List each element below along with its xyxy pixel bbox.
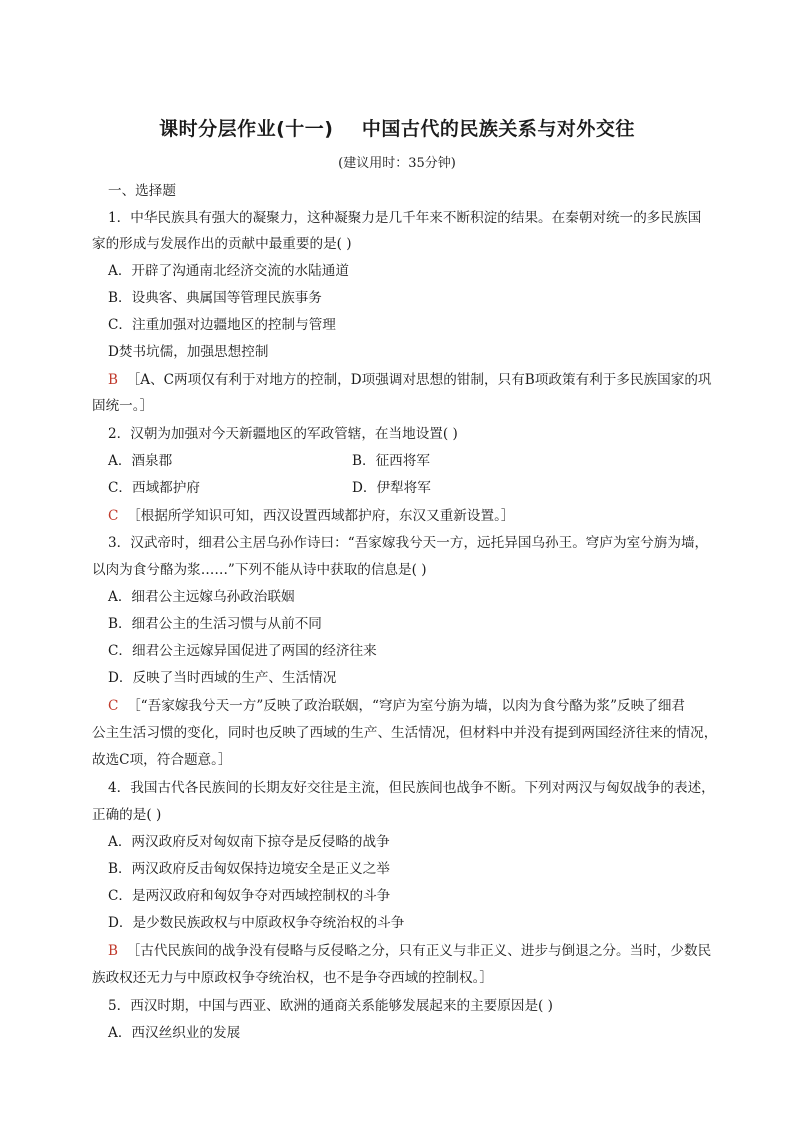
page-title: 课时分层作业(十一) 中国古代的民族关系与对外交往 — [159, 118, 635, 140]
question-1-stem-line1: 1．中华民族具有强大的凝聚力，这种凝聚力是几千年来不断积淀的结果。在秦朝对统一的多民族国 — [108, 210, 702, 226]
question-2-option-a: A．酒泉郡 — [108, 453, 173, 469]
question-5-option-a: A．西汉丝织业的发展 — [108, 1025, 241, 1041]
answer-explanation: ［A、C两项仅有利于对地方的控制，D项强调对思想的钳制，只有B项政策有利于多民族国家的巩 — [126, 372, 712, 388]
question-3-answer — [108, 696, 685, 716]
answer-letter: C — [108, 508, 119, 524]
answer-letter: B — [108, 372, 118, 388]
section-heading: 一、选择题 — [108, 183, 176, 199]
answer-explanation: ［“吾家嫁我兮天一方”反映了政治联姻，“穹庐为室兮旃为墙，以肉为食兮酪为浆”反映了细君 — [127, 698, 686, 714]
question-2-answer — [108, 506, 514, 526]
question-5-stem: 5．西汉时期，中国与西亚、欧洲的通商关系能够发展起来的主要原因是( ) — [108, 998, 553, 1014]
question-4-stem-line1: 4．我国古代各民族间的长期友好交往是主流，但民族间也战争不断。下列对两汉与匈奴战争的表述， — [108, 780, 715, 796]
answer-explanation: ［古代民族间的战争没有侵略与反侵略之分，只有正义与非正义、进步与倒退之分。当时，少数民 — [126, 943, 712, 959]
suggested-time: (建议用时：35分钟) — [338, 156, 456, 171]
question-2-stem: 2．汉朝为加强对今天新疆地区的军政管辖，在当地设置( ) — [108, 426, 458, 442]
question-1-option-c: C．注重加强对边疆地区的控制与管理 — [108, 317, 336, 333]
answer-letter: C — [108, 698, 119, 714]
question-1-option-b: B．设典客、典属国等管理民族事务 — [108, 290, 322, 306]
question-2-option-c: C．西域都护府 — [108, 480, 200, 496]
question-3-option-b: B．细君公主的生活习惯与从前不同 — [108, 616, 322, 632]
question-2-option-b: B．征西将军 — [352, 453, 430, 469]
question-4-answer — [108, 941, 711, 961]
question-1-stem-line2: 家的形成与发展作出的贡献中最重要的是( ) — [92, 236, 352, 252]
answer-explanation: ［根据所学知识可知，西汉设置西域都护府，东汉又重新设置。］ — [127, 508, 515, 524]
question-3-option-d: D．反映了当时西域的生产、生活情况 — [108, 670, 337, 686]
question-2-option-d: D．伊犁将军 — [352, 480, 431, 496]
question-4-option-c: C．是两汉政府和匈奴争夺对西域控制权的斗争 — [108, 888, 391, 904]
question-3-option-a: A．细君公主远嫁乌孙政治联姻 — [108, 589, 295, 605]
question-4-option-a: A．两汉政府反对匈奴南下掠夺是反侵略的战争 — [108, 834, 390, 850]
question-3-stem-line1: 3．汉武帝时，细君公主居乌孙作诗曰：“吾家嫁我兮天一方，远托异国乌孙王。穹庐为室兮旃为墙， — [108, 535, 709, 551]
question-1-answer — [108, 370, 712, 390]
question-3-option-c: C．细君公主远嫁异国促进了两国的经济往来 — [108, 643, 377, 659]
question-4-option-b: B．两汉政府反击匈奴保持边境安全是正义之举 — [108, 861, 390, 877]
question-4-explanation-line2: 族政权还无力与中原政权争夺统治权，也不是争夺西域的控制权。］ — [92, 970, 494, 986]
question-4-option-d: D．是少数民族政权与中原政权争夺统治权的斗争 — [108, 915, 405, 931]
question-4-stem-line2: 正确的是( ) — [92, 807, 162, 823]
question-3-explanation-line3: 故选C项，符合题意。］ — [92, 752, 232, 768]
question-1-option-a: A．开辟了沟通南北经济交流的水陆通道 — [108, 263, 349, 279]
question-3-stem-line2: 以肉为食兮酪为浆……”下列不能从诗中获取的信息是( ) — [92, 562, 427, 578]
answer-letter: B — [108, 943, 118, 959]
question-1-option-d: D焚书坑儒，加强思想控制 — [108, 344, 269, 360]
question-3-explanation-line2: 公主生活习惯的变化，同时也反映了西域的生产、生活情况，但材料中并没有提到两国经济往来的情况， — [92, 725, 718, 741]
question-1-explanation-line2: 固统一。］ — [92, 398, 154, 414]
